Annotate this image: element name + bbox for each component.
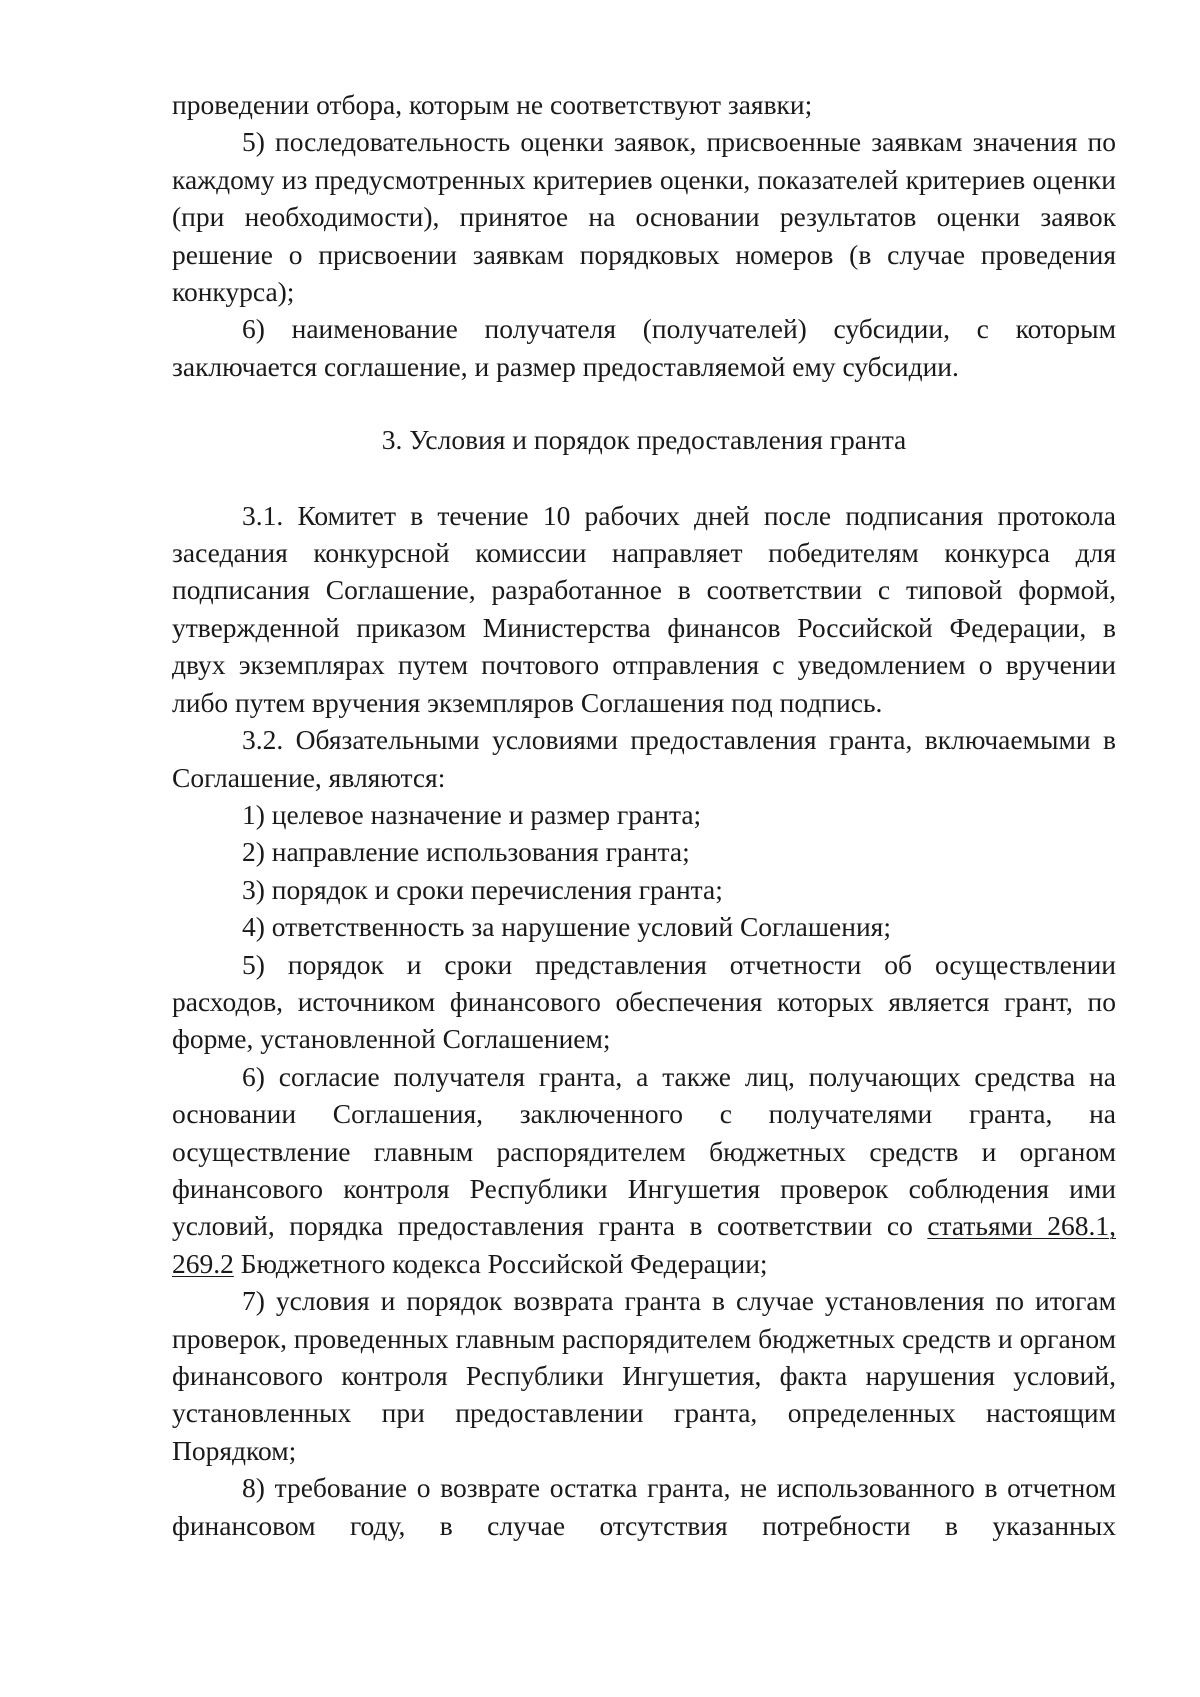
document-page — [172, 86, 1116, 1544]
section-heading: 3. Условия и порядок предоставления гранта — [381, 424, 907, 456]
list-item-6-text-before: 6) согласие получателя гранта, а также лиц, получающих средства на основании Соглашения, заключенного с получателями гранта, на осуществление главным распорядителем бюджетных средств и органом финансового контроля Республики Ингушетия проверок соблюдения ими условий, порядка предоставления гранта в соответствии со — [172, 1060, 1116, 1242]
paragraph-3-2: 3.2. Обязательными условиями предоставления гранта, включаемыми в Соглашение, являются: — [172, 724, 1116, 793]
list-item-7: 7) условия и порядок возврата гранта в случае установления по итогам проверок, проведенных главным распорядителем бюджетных средств и органом финансового контроля Республики Ингушетия, факта нарушения условий, установленных при предоставлении гранта, определенных настоящим Порядком; — [172, 1285, 1116, 1466]
list-item-8: 8) требование о возврате остатка гранта, не использованного в отчетном финансовом году, в случае отсутствия потребности в указанных — [172, 1472, 1116, 1541]
list-item-5: 5) порядок и сроки представления отчетности об осуществлении расходов, источником финансового обеспечения которых является грант, по форме, установленной Соглашением; — [172, 948, 1116, 1055]
budget-code-articles-link[interactable]: статьями 268.1, 269.2 — [172, 1210, 1116, 1279]
list-item-4: 4) ответственность за нарушение условий Соглашения; — [242, 911, 891, 943]
list-item-3: 3) порядок и сроки перечисления гранта; — [242, 873, 723, 905]
list-item-1: 1) целевое назначение и размер гранта; — [242, 798, 702, 830]
paragraph-item-6-recipient: 6) наименование получателя (получателей) субсидии, с которым заключается соглашение, и размер предоставляемой ему субсидии. — [172, 313, 1116, 382]
list-item-6-text-after: Бюджетного кодекса Российской Федерации; — [233, 1247, 768, 1279]
paragraph-3-1: 3.1. Комитет в течение 10 рабочих дней после подписания протокола заседания конкурсной комиссии направляет победителям конкурса для подписания Соглашение, разработанное в соответствии с типовой формой, утвержденной приказом Министерства финансов Российской Федерации, в двух экземплярах путем почтового отправления с уведомлением о вручении либо путем вручения экземпляров Соглашения под подпись. — [172, 499, 1116, 718]
list-item-2: 2) направление использования гранта; — [242, 836, 690, 868]
paragraph-continuation: проведении отбора, которым не соответствуют заявки; — [172, 89, 813, 120]
list-item-6 — [172, 1058, 1116, 1282]
paragraph-item-5-evaluation: 5) последовательность оценки заявок, присвоенные заявкам значения по каждому из предусмотренных критериев оценки, показателей критериев оценки (при необходимости), принятое на основании результатов оценки заявок решение о присвоении заявкам порядковых номеров (в случае проведения конкурса); — [172, 126, 1116, 308]
